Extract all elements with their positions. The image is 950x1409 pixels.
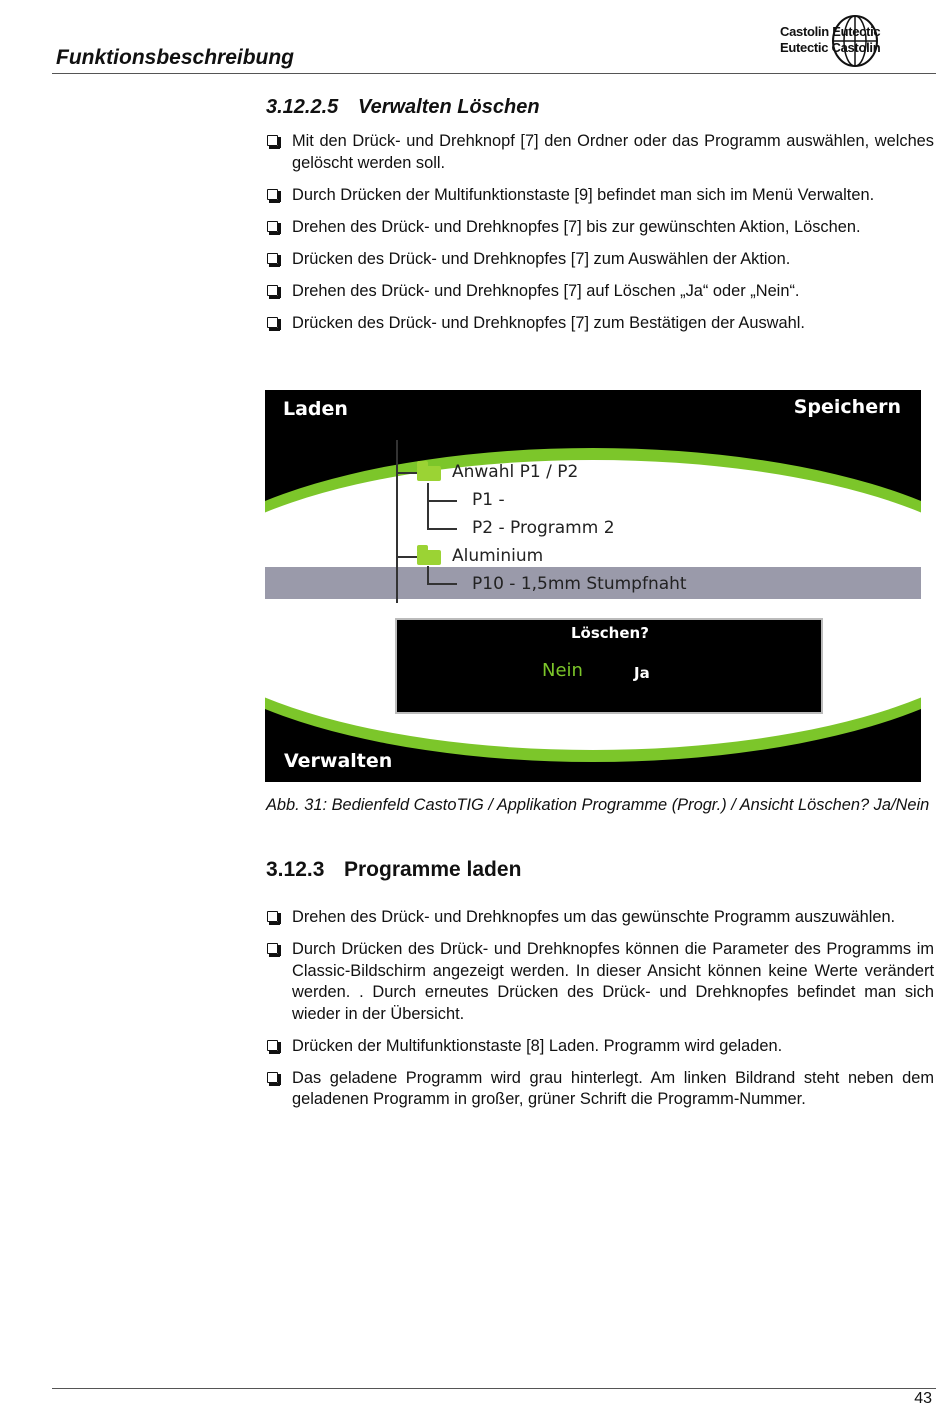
option-ja-button[interactable]: Ja [634,664,650,682]
checkbox-bullet-icon [267,911,278,922]
dialog-title: Löschen? [571,624,649,642]
section-heading-verwalten-loeschen [266,96,540,119]
section-number: 3.12.3 [266,858,325,881]
checkbox-bullet-icon [267,1040,278,1051]
checkbox-bullet-icon [267,135,278,146]
page-number: 43 [914,1390,932,1407]
section-title: Programme laden [344,858,522,881]
softkey-speichern[interactable]: Speichern [793,396,901,418]
tree-item-p2[interactable]: P2 - Programm 2 [472,518,615,538]
tree-item-p1[interactable]: P1 - [472,490,505,510]
checkbox-bullet-icon [267,221,278,232]
section-title: Verwalten Löschen [358,96,540,118]
option-nein-button[interactable]: Nein [542,660,583,681]
delete-confirm-dialog [395,618,823,714]
checkbox-bullet-icon [267,317,278,328]
globe-icon [830,14,880,68]
tree-line [427,483,429,529]
footer-divider [52,1388,936,1389]
page-header-title: Funktionsbeschreibung [56,46,295,69]
logo-line-1: Castolin Eutectic [780,24,881,39]
checkbox-bullet-icon [267,943,278,954]
logo-line-2: Eutectic Castolin [780,40,881,55]
tree-line [396,472,418,474]
castolin-eutectic-logo [778,12,934,70]
list-item: Drücken des Drück- und Drehknopfes [7] zum Bestätigen der Auswahl. [266,313,934,335]
list-item: Drehen des Drück- und Drehknopfes um das gewünschte Programm auszuwählen. [266,907,934,929]
header-divider [52,73,936,74]
checkbox-bullet-icon [267,253,278,264]
checkbox-bullet-icon [267,285,278,296]
checkbox-bullet-icon [267,1072,278,1083]
list-item: Mit den Drück- und Drehknopf [7] den Ordner oder das Programm auswählen, welches gelöscht werden soll. [266,131,934,174]
folder-icon [417,550,441,565]
list-item: Drehen des Drück- und Drehknopfes [7] bis zur gewünschten Aktion, Löschen. [266,217,934,239]
figure-caption: Abb. 31: Bedienfeld CastoTIG / Applikation Programme (Progr.) / Ansicht Löschen? Ja/Nein [266,796,930,814]
list-item: Drücken des Drück- und Drehknopfes [7] zum Auswählen der Aktion. [266,249,934,271]
tree-line [427,528,457,530]
list-item: Drehen des Drück- und Drehknopfes [7] auf Löschen „Ja“ oder „Nein“. [266,281,934,303]
tree-line [396,567,398,603]
tree-line [396,556,418,558]
list-item: Durch Drücken des Drück- und Drehknopfes können die Parameter des Programms im Classic-Bildschirm angezeigt werden. In dieser Ansicht können keine Werte verändert werden. . Durch erneutes Drücken des Drück- und Drehknopfes befindet man sich wieder in der Übersicht. [266,939,934,1025]
section-heading-programme-laden [266,858,521,882]
bullet-list-laden [266,907,934,1121]
softkey-laden[interactable]: Laden [283,398,348,420]
tree-item-p10[interactable]: P10 - 1,5mm Stumpfnaht [472,574,687,594]
tree-line [427,500,457,502]
screen-ellipse-background [265,448,921,762]
tree-line [427,583,457,585]
folder-icon [417,466,441,481]
tree-folder-aluminium[interactable]: Aluminium [452,546,544,566]
bullet-list-verwalten [266,131,934,345]
list-item: Das geladene Programm wird grau hinterlegt. Am linken Bildrand steht neben dem geladenen Programm in großer, grüner Schrift die Programm-Nummer. [266,1068,934,1111]
softkey-verwalten[interactable]: Verwalten [284,750,393,772]
tree-folder-anwahl[interactable]: Anwahl P1 / P2 [452,462,579,482]
list-item: Durch Drücken der Multifunktionstaste [9] befindet man sich im Menü Verwalten. [266,185,934,207]
device-screen-figure [265,390,921,782]
section-number: 3.12.2.5 [266,96,339,118]
list-item: Drücken der Multifunktionstaste [8] Laden. Programm wird geladen. [266,1036,934,1058]
checkbox-bullet-icon [267,189,278,200]
